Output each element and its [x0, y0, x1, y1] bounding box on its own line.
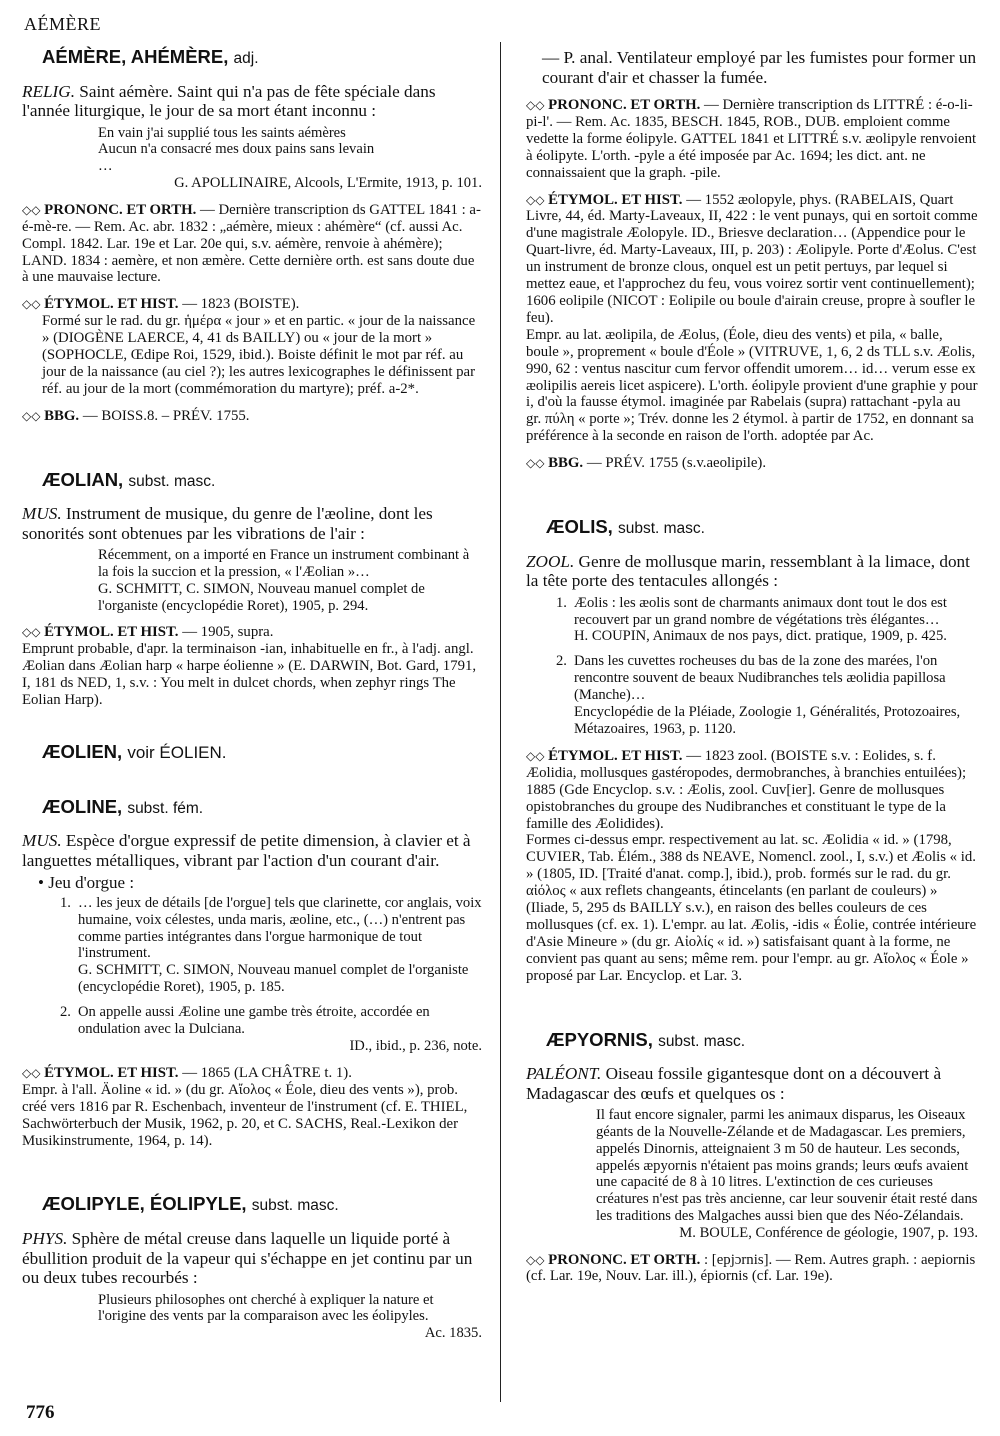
- example: [556, 594, 978, 646]
- entry-aepyornis: [526, 1028, 978, 1286]
- section-text: — 1905, supra.: [182, 624, 274, 641]
- diamond-icon: ◇◇: [22, 202, 41, 217]
- domain-label: RELIG.: [22, 81, 75, 101]
- domain-label: MUS.: [22, 504, 62, 524]
- section-text: — Dernière transcription ds GATTEL 1841 : a-é-mè-re. — Rem. Ac. abr. 1832 : „aémère, mieux : ahémère“ (cf. aussi Ac. Compl. 1842. Lar. 19e et Lar. 20e qui, s.v. aémère, renvoie à ahémère); LAND. 1834 : aemère, et non æmère. Cette dernière orth. est sans doute due à une mauvaise lecture.: [22, 201, 481, 286]
- example: [60, 894, 482, 996]
- quote-text: Récemment, on a importé en France un instrument combinant à la fois la succion et la pression, « l'Æolian »…: [98, 547, 470, 581]
- quote-source: G. APOLLINAIRE, Alcools, L'Ermite, 1913, p. 101.: [174, 174, 482, 191]
- headword: [42, 740, 482, 762]
- example-number: 2.: [556, 653, 567, 670]
- definition: [22, 1229, 482, 1288]
- headword: [42, 1195, 482, 1215]
- entry-aeoline: [22, 795, 482, 1150]
- headword-text: ÆOLIS,: [546, 516, 613, 538]
- diamond-icon: ◇◇: [22, 408, 41, 423]
- definition-text: Sphère de métal creuse dans laquelle un liquide porté à ébullition produit de la vapeur qui s'échappe en jet continu par un ou deux tubes recourbés :: [22, 1229, 473, 1288]
- section-label: ÉTYMOL. ET HIST.: [44, 296, 179, 313]
- quote-line: En vain j'ai supplié tous les saints aémères: [98, 124, 346, 141]
- grammatical-category: subst. masc.: [251, 1197, 339, 1215]
- diamond-icon: ◇◇: [526, 192, 545, 207]
- section-text: — 1552 æolopyle, phys. (RABELAIS, Quart Livre, 44, éd. Marty-Laveaux, II, 422 : le vent punays, qui en sortoit comme d'une magistrale Æolopyle. ID., Briesve declaration… (Appendice pour le Quart-livre, éd. Marty-Laveaux, III, p. 203) : Æolipyle. Porte d'Æolus. C'est un instrument de bronze clous, onquel est un petit pertuys, par lequel si mettez eaue, et l'approchez du feu, vous voirez sortir vent continuellement); 1606 eolipile (NICOT : Eolipile ou boule d'airain creuse, propre à soufler le feu).: [526, 191, 978, 326]
- section-text: — 1823 zool. (BOISTE s.v. : Eolides, s. f. Æolidia, mollusques gastéropodes, dermobranches, à branchies entuilées); 1885 (Gde Encyclop. s.v. : Æolis, zool. Cuv[ier]. Genre de mollusques opistobranches du groupe des Nudibranches et constituant le type de la famille des Æolidides).: [526, 747, 967, 832]
- headword: [42, 795, 482, 818]
- entry-aemere: [22, 48, 482, 425]
- entry-aeolipyle-continued: [526, 48, 978, 472]
- section-label: BBG.: [44, 407, 80, 424]
- section-label: PRONONC. ET ORTH.: [44, 201, 197, 218]
- headword-text: ÆPYORNIS,: [546, 1028, 653, 1050]
- cross-reference: voir ÉOLIEN.: [127, 742, 227, 762]
- section-body: Emprunt probable, d'apr. la terminaison -ian, inhabituelle en fr., à l'adj. angl. Æolian dans Æolian harp « harpe éolienne » (E. DARWIN, Bot. Gard, 1791, I, 181 ds NED, 1, s.v. : You melt in dulcet chords, when zephyr rings The Eolian Harp).: [22, 641, 477, 709]
- section-label: ÉTYMOL. ET HIST.: [44, 1064, 179, 1081]
- grammatical-category: adj.: [233, 50, 259, 67]
- example-number: 2.: [60, 1004, 71, 1021]
- etymology-section: [526, 192, 978, 446]
- definition: [22, 831, 482, 870]
- page-number: 776: [26, 1402, 55, 1423]
- definition-text: Genre de mollusque marin, ressemblant à la limace, dont la tête porte des tentacules allongés :: [526, 551, 970, 591]
- definition: [526, 1064, 978, 1103]
- diamond-icon: ◇◇: [526, 98, 545, 112]
- grammatical-category: subst. masc.: [658, 1032, 746, 1050]
- definition: [526, 552, 978, 591]
- quote-source: Ac. 1835.: [424, 1325, 482, 1342]
- headword-text: AÉMÈRE, AHÉMÈRE,: [42, 46, 229, 67]
- definition-text: — P. anal. Ventilateur employé par les fumistes pour former un courant d'air et chasser la fumée.: [542, 48, 977, 87]
- section-text: — PRÉV. 1755 (s.v.aeolipile).: [586, 455, 767, 472]
- example-source: Encyclopédie de la Pléiade, Zoologie 1, Généralités, Protozoaires, Métazoaires, 1963, p. 1120.: [574, 704, 961, 737]
- etymology-section: [22, 1065, 482, 1150]
- spacer: [22, 709, 482, 743]
- definition-text: Saint aémère. Saint qui n'a pas de fête spéciale dans l'année liturgique, le jour de sa mort étant inconnu :: [22, 81, 436, 121]
- definition-text: Espèce d'orgue expressif de petite dimension, à clavier et à languettes métalliques, vibrant par l'action d'un courant d'air.: [22, 831, 471, 870]
- grammatical-category: subst. masc.: [617, 520, 705, 538]
- domain-label: ZOOL.: [526, 551, 575, 571]
- pronunciation-section: [22, 202, 482, 287]
- diamond-icon: ◇◇: [526, 748, 545, 763]
- example-source: H. COUPIN, Animaux de nos pays, dict. pratique, 1909, p. 425.: [574, 628, 947, 645]
- entry-aeolipyle: [22, 1195, 482, 1341]
- quotation: [98, 125, 482, 192]
- left-column: [22, 48, 482, 1342]
- grammatical-category: subst. fém.: [127, 799, 204, 817]
- section-text: — Dernière transcription ds LITTRÉ : é-o-li-pi-l'. — Rem. Ac. 1835, BESCH. 1845, ROB., DUB. emploient comme vedette la forme éolipyle. GATTEL 1841 et LITTRÉ s.v. æolipyle renvoient à éolipyte. L'orth. -pyle a été imposée par Ac. 1694; les dict. ant. ne connaissaient que la graph. -pile.: [526, 97, 977, 181]
- quote-text: Il faut encore signaler, parmi les animaux disparus, les Oiseaux géants de la Nouvelle-Zélande et de Madagascar. Les premiers, appelés Dinornis, atteignaient 3 m 50 de hauteur. Les seconds, appelés æpyornis n'étaient pas moins grands; leurs œufs avaient une capacité de 8 à 10 litres. L'extinction de ces curieuses créatures n'est pas très ancienne, car leur souvenir était resté dans les traditions des Malgaches aussi bien que des Néo-Zélandais.: [596, 1107, 978, 1224]
- quotation: [596, 1107, 978, 1241]
- spacer: [22, 1149, 482, 1195]
- section-label: PRONONC. ET ORTH.: [548, 97, 701, 113]
- section-label: ÉTYMOL. ET HIST.: [44, 624, 179, 641]
- quote-line: Aucun n'a consacré mes doux pains sans levain: [98, 141, 375, 158]
- diamond-icon: ◇◇: [526, 456, 545, 471]
- etymology-section: [526, 748, 978, 985]
- running-head: AÉMÈRE: [24, 14, 101, 34]
- diamond-icon: ◇◇: [22, 1065, 41, 1080]
- definition: [22, 82, 482, 121]
- entry-aeolis: [526, 518, 978, 985]
- headword: [42, 468, 482, 491]
- section-body: Empr. à l'all. Äoline « id. » (du gr. Αἴολος « Éole, dieu des vents »), prob. créé vers 1816 par R. Eschenbach, inventeur de l'instrument (cf. E. THIEL, Sachwörterbuch der Musik, 1962, p. 20, et C. SACHS, Real.-Lexikon der Musikinstrumente, 1964, p. 14).: [22, 1081, 468, 1149]
- headword: [546, 518, 978, 538]
- section-label: BBG.: [548, 455, 584, 472]
- pronunciation-section: [526, 97, 978, 182]
- etymology-section: [22, 296, 482, 397]
- spacer: [22, 776, 482, 798]
- quotation: [98, 1292, 482, 1342]
- domain-label: PHYS.: [22, 1229, 68, 1249]
- pronunciation-section: [526, 1252, 978, 1286]
- example-text: Æolis : les æolis sont de charmants animaux dont tout le dos est recouvert par un grand nombre de végétations très élégantes…: [574, 594, 947, 628]
- grammatical-category: subst. masc.: [128, 472, 216, 490]
- entry-aeolian: [22, 468, 482, 709]
- example-text: On appelle aussi Æoline une gambe très étroite, accordée en ondulation avec la Dulciana.: [78, 1004, 430, 1038]
- entry-aeolien: [22, 740, 482, 762]
- section-text: — BOISS.8. – PRÉV. 1755.: [82, 407, 250, 424]
- section-body: Empr. au lat. æolipila, de Æolus, (Éole, dieu des vents) et pila, « balle, boule », proprement « boule d'Éole » (VITRUVE, 1, 6, 2 ds TLL s.v. Æolis, 990, 62 : ventus nascitur cum fervor offendit umorem… id… verum esse ex æolipilis aereis licet aspicere). L'orth. éolipyle provient d'une graphie y pour i, d'où la fausse étymol. imaginée par Rabelais (supra) rattachant -pyla au gr. πύλη « porte »; Trév. donne les 2 étymol. à partir de 1752, en donnant sa préférence à la seconde en raison de l'orth. adoptée par Ac.: [526, 326, 978, 445]
- diamond-icon: ◇◇: [22, 625, 41, 640]
- domain-label: PALÉONT.: [526, 1064, 602, 1084]
- section-text: — 1823 (BOISTE).: [182, 296, 300, 313]
- diamond-icon: ◇◇: [22, 297, 41, 312]
- example-number: 1.: [60, 894, 71, 911]
- example-source: ID., ibid., p. 236, note.: [349, 1038, 482, 1054]
- quote-text: Plusieurs philosophes ont cherché à expliquer la nature et l'origine des vents par la comparaison avec les éolipyles.: [98, 1291, 434, 1325]
- example-source: G. SCHMITT, C. SIMON, Nouveau manuel complet de l'organiste (encyclopédie Roret), 1905, p. 185.: [78, 962, 469, 996]
- section-label: PRONONC. ET ORTH.: [548, 1251, 701, 1268]
- headword-text: ÆOLIPYLE, ÉOLIPYLE,: [42, 1193, 247, 1215]
- right-column: [526, 48, 978, 1285]
- definition: [22, 504, 482, 543]
- section-label: ÉTYMOL. ET HIST.: [548, 747, 683, 764]
- section-text: : [epjɔrnis]. — Rem. Autres graph. : aepiornis (cf. Lar. 19e, Nouv. Lar. ill.), épiornis (cf. Lar. 19e).: [526, 1251, 976, 1285]
- spacer: [526, 472, 978, 518]
- section-label: ÉTYMOL. ET HIST.: [548, 191, 683, 208]
- headword-text: ÆOLINE,: [42, 795, 123, 817]
- diamond-icon: ◇◇: [526, 1252, 545, 1267]
- example: [60, 1004, 482, 1055]
- headword-text: ÆOLIEN,: [42, 740, 123, 762]
- example-text: Dans les cuvettes rocheuses du bas de la zone des marées, l'on rencontre souvent de beaux Nudibranches tels æolidia papillosa (Manche)…: [574, 653, 946, 704]
- headword: [42, 48, 482, 68]
- quote-line: …: [98, 158, 113, 175]
- domain-label: MUS.: [22, 831, 62, 851]
- section-body: Formé sur le rad. du gr. ἡμέρα « jour » et en partic. « jour de la naissance » (DIOGÈNE LAERCE, 4, 41 ds BAILLY) ou « jour de la mort » (SOPHOCLE, Œdipe Roi, 1529, ibid.). Boiste définit le mot par réf. au jour de la naissance (au ciel ?); les autres lexicographes le définissent par réf. au jour de la mort (commémoration du martyre); préf. a-2*.: [42, 313, 476, 397]
- example: [556, 653, 978, 738]
- section-text: — 1865 (LA CHÂTRE t. 1).: [182, 1064, 352, 1081]
- definition-text: Oiseau fossile gigantesque dont on a découvert à Madagascar des œufs et quelques os :: [526, 1064, 942, 1103]
- example-text: … les jeux de détails [de l'orgue] tels que clarinette, cor anglais, voix humaine, voix célestes, unda maris, æoline, etc., (…) n'entrent pas comme parties intégrantes dans l'orgue harmonique de tout l'instrument.: [78, 894, 482, 962]
- quote-source: G. SCHMITT, C. SIMON, Nouveau manuel complet de l'organiste (encyclopédie Roret), 1905, p. 294.: [98, 580, 425, 614]
- bibliography-section: [22, 408, 482, 425]
- section-body: Formes ci-dessus empr. respectivement au lat. sc. Æolidia « id. » (1798, CUVIER, Tab. Élém., 388 ds NEAVE, Nomencl. zool., I, s.v.) et Æolis « id. » (1805, ID. [Traité d'anat. comp.], ibid.), prob. formés sur le rad. du gr. αἰόλος « aux reflets changeants, étincelants (en parlant de couleurs) » (Iliade, 5, 295 ds BAILLY s.v.), en raison des belles couleurs de ces mollusques (cf. ex. 1). L'empr. au lat. Æolis, -idis « Éolie, contrée intérieure d'Asie Mineure » (du gr. Αἰολίς « id. ») satisfaisant quant à la forme, ne convient pas quant au sens; même rem. pour l'empr. au gr. Αἴολος « Éole » proposé par Lar. Encyclop. et Lar. 3.: [526, 832, 977, 984]
- quotation: [98, 547, 482, 614]
- example-number: 1.: [556, 594, 567, 611]
- column-divider: [500, 42, 501, 1402]
- definition-text: Instrument de musique, du genre de l'æoline, dont les sonorités sont obtenues par les vibrations de l'air :: [22, 504, 433, 543]
- spacer: [526, 985, 978, 1031]
- headword: [546, 1028, 978, 1051]
- etymology-section: [22, 624, 482, 709]
- sense-bullet: • Jeu d'orgue :: [38, 873, 135, 893]
- headword-text: ÆOLIAN,: [42, 468, 124, 490]
- spacer: [22, 425, 482, 471]
- bibliography-section: [526, 455, 978, 472]
- quote-source: M. BOULE, Conférence de géologie, 1907, p. 193.: [679, 1224, 978, 1241]
